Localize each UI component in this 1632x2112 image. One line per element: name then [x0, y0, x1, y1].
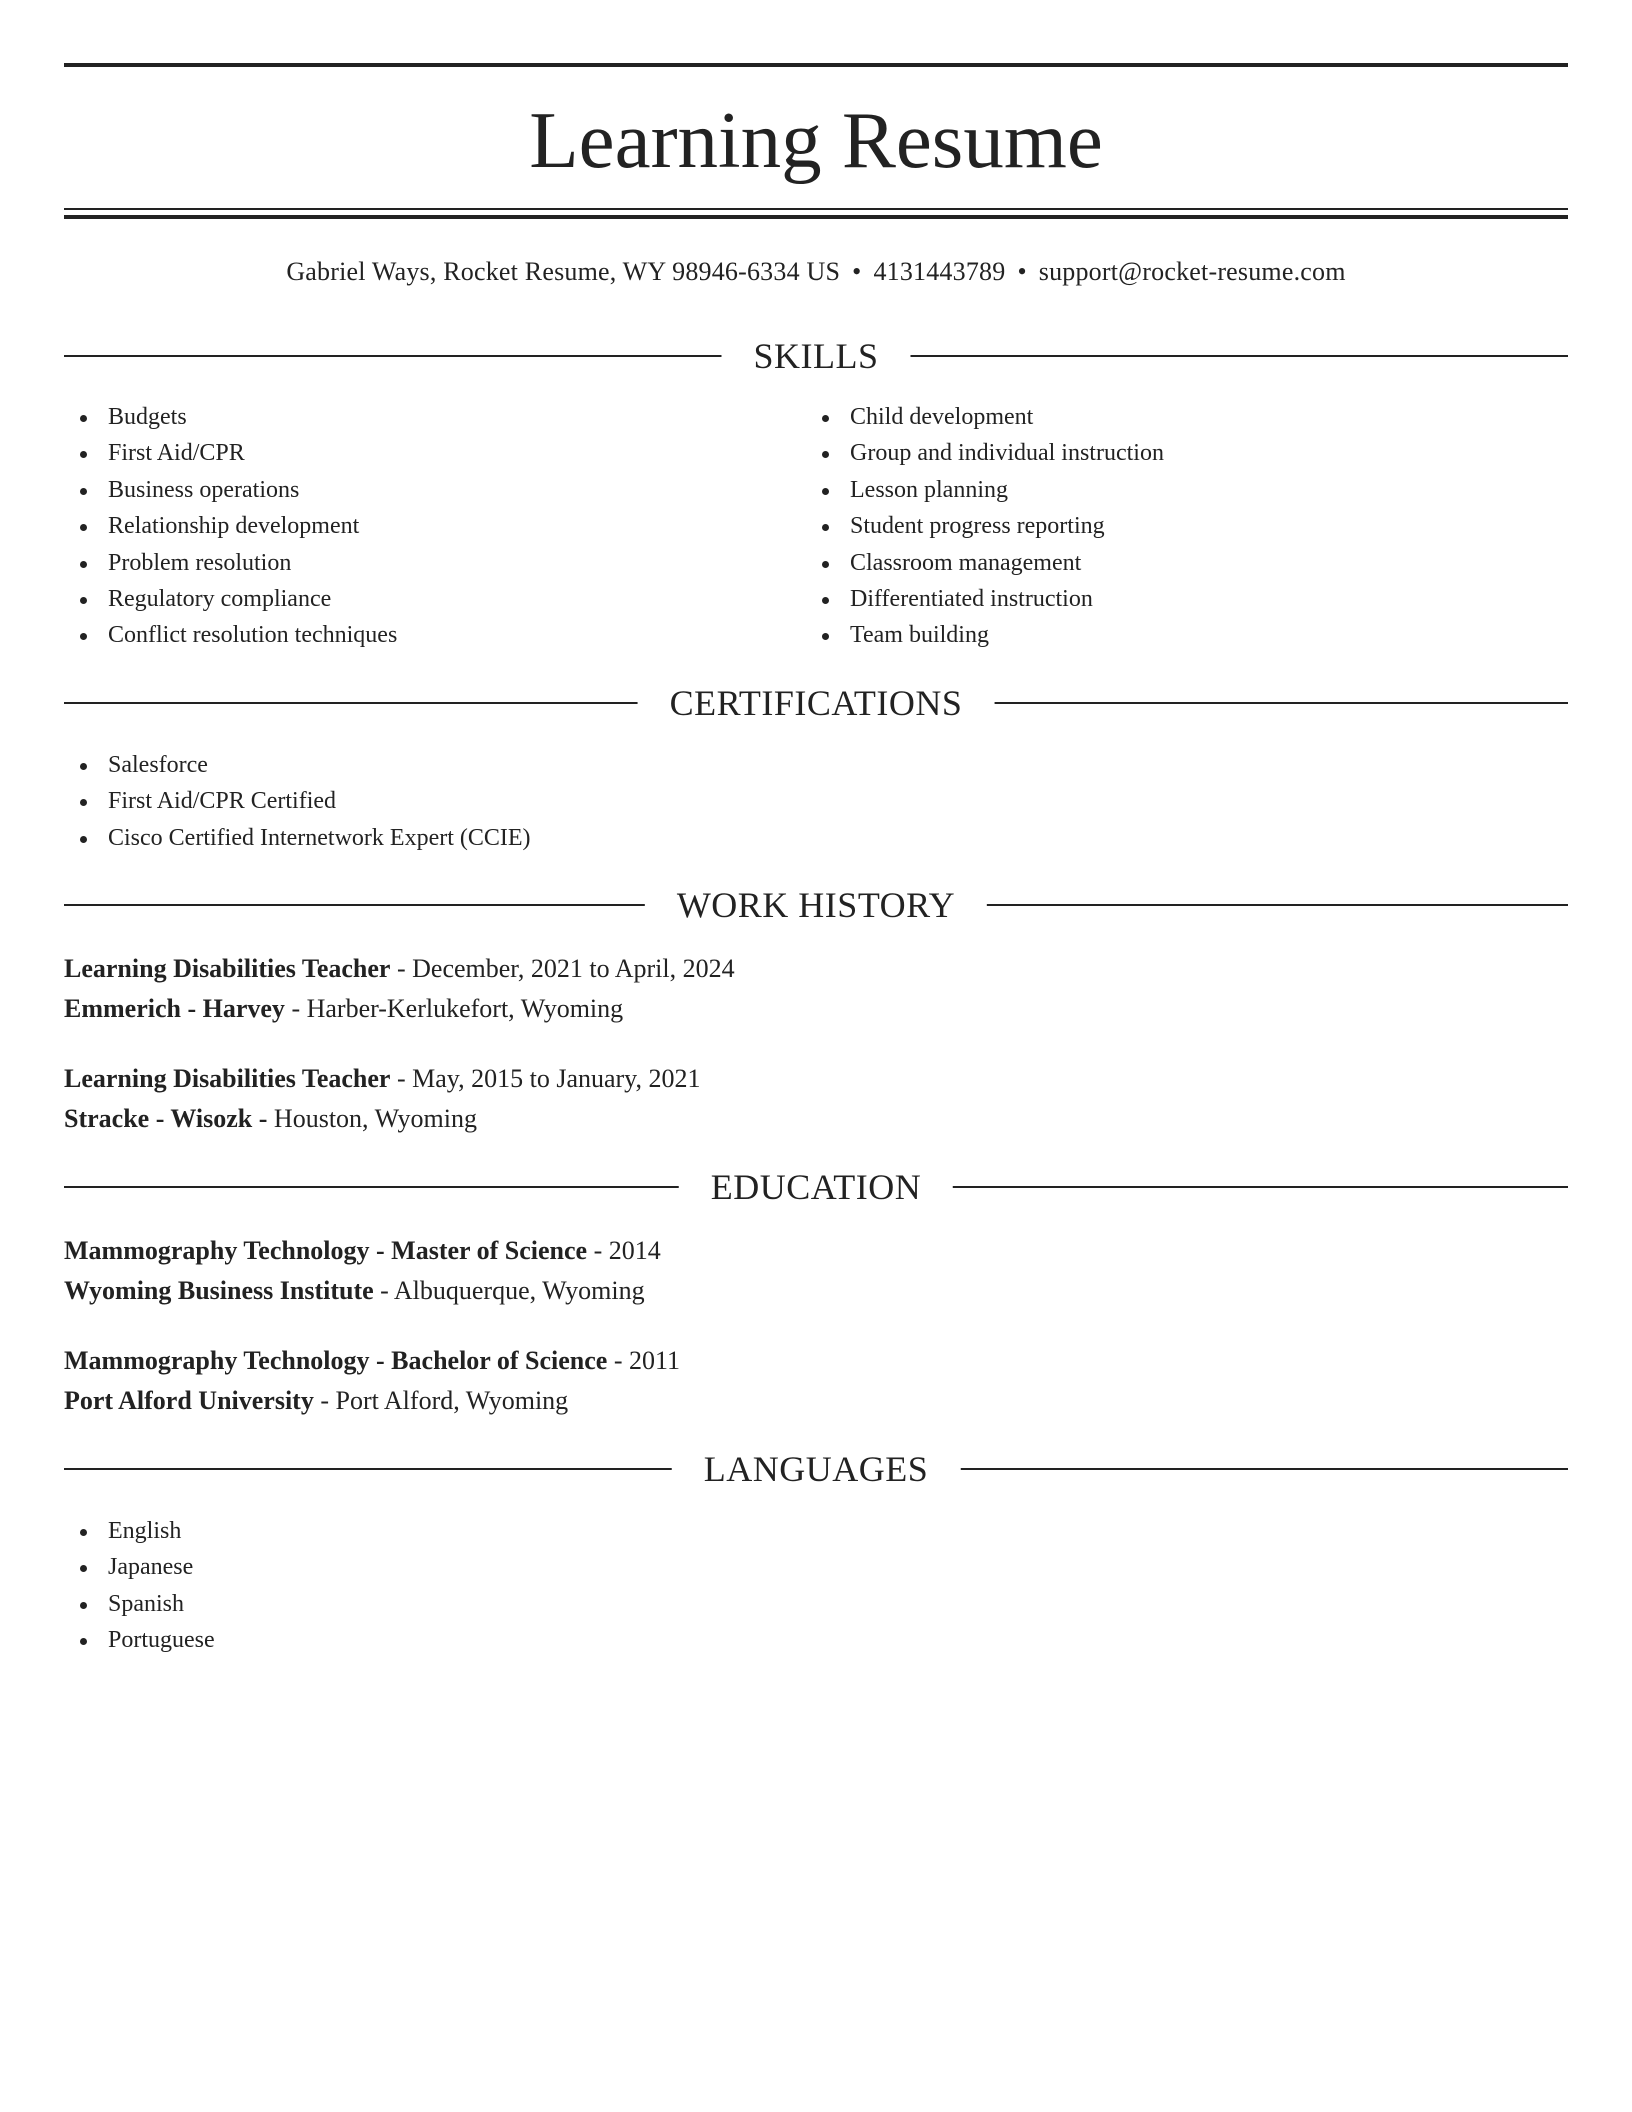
top-rule: [64, 63, 1568, 67]
resume-title: Learning Resume: [529, 95, 1103, 185]
education-school: Wyoming Business Institute: [64, 1276, 374, 1305]
skill-item: Business operations: [64, 472, 397, 508]
language-item: Portuguese: [64, 1622, 215, 1658]
language-item: Spanish: [64, 1586, 215, 1622]
job-employer: Emmerich - Harvey: [64, 994, 285, 1023]
contact-separator: •: [1017, 257, 1027, 286]
skill-item: Relationship development: [64, 508, 397, 544]
contact-address: Gabriel Ways, Rocket Resume, WY 98946-6334 US: [286, 257, 841, 286]
certifications-list: [64, 747, 531, 856]
education-degree: Mammography Technology - Bachelor of Science: [64, 1346, 608, 1375]
education-year: - 2014: [587, 1236, 661, 1265]
skill-item: Conflict resolution techniques: [64, 617, 397, 653]
education-location: - Albuquerque, Wyoming: [373, 1276, 645, 1305]
certifications-heading-label: CERTIFICATIONS: [638, 681, 995, 725]
certification-item: Salesforce: [64, 747, 531, 783]
languages-heading-label: LANGUAGES: [672, 1447, 961, 1491]
skill-item: Differentiated instruction: [806, 581, 1164, 617]
contact-separator: •: [852, 257, 862, 286]
skills-list-right: [806, 399, 1164, 654]
skills-heading: [64, 334, 1568, 378]
certifications-heading: [64, 681, 1568, 725]
skill-item: First Aid/CPR: [64, 435, 397, 471]
education-heading: [64, 1165, 1568, 1209]
job-title: Learning Disabilities Teacher: [64, 954, 391, 983]
contact-phone: 4131443789: [873, 257, 1006, 286]
certification-item: First Aid/CPR Certified: [64, 783, 531, 819]
languages-list: [64, 1513, 215, 1659]
languages-heading: [64, 1447, 1568, 1491]
job-dates: - December, 2021 to April, 2024: [390, 954, 735, 983]
contact-email: support@rocket-resume.com: [1038, 257, 1346, 286]
skills-list-left: [64, 399, 397, 654]
education-heading-label: EDUCATION: [679, 1165, 953, 1209]
skill-item: Lesson planning: [806, 472, 1164, 508]
work-entry-employer-line: [64, 1099, 477, 1139]
education-school: Port Alford University: [64, 1386, 314, 1415]
education-entry-degree-line: [64, 1341, 680, 1381]
certification-item: Cisco Certified Internetwork Expert (CCIE): [64, 820, 531, 856]
language-item: Japanese: [64, 1549, 215, 1585]
contact-line: [64, 254, 1568, 290]
education-degree: Mammography Technology - Master of Science: [64, 1236, 588, 1265]
job-location: - Harber-Kerlukefort, Wyoming: [284, 994, 624, 1023]
skill-item: Team building: [806, 617, 1164, 653]
education-location: - Port Alford, Wyoming: [313, 1386, 569, 1415]
work-history-heading-label: WORK HISTORY: [645, 883, 987, 927]
skill-item: Budgets: [64, 399, 397, 435]
job-location: Houston, Wyoming: [267, 1104, 477, 1133]
education-entry-degree-line: [64, 1231, 661, 1271]
job-title: Learning Disabilities Teacher: [64, 1064, 391, 1093]
skill-item: Problem resolution: [64, 545, 397, 581]
education-year: - 2011: [607, 1346, 681, 1375]
work-entry-employer-line: [64, 989, 623, 1029]
skills-heading-label: SKILLS: [721, 334, 910, 378]
education-entry-school-line: [64, 1271, 645, 1311]
work-entry-title-line: [64, 949, 735, 989]
skill-item: Child development: [806, 399, 1164, 435]
title-rule-thin: [64, 208, 1568, 210]
job-employer: Stracke - Wisozk -: [64, 1104, 268, 1133]
title-rule-thick: [64, 215, 1568, 219]
work-entry-title-line: [64, 1059, 701, 1099]
skill-item: Student progress reporting: [806, 508, 1164, 544]
skill-item: Group and individual instruction: [806, 435, 1164, 471]
education-entry-school-line: [64, 1381, 568, 1421]
job-dates: - May, 2015 to January, 2021: [390, 1064, 701, 1093]
language-item: English: [64, 1513, 215, 1549]
skill-item: Regulatory compliance: [64, 581, 397, 617]
skill-item: Classroom management: [806, 545, 1164, 581]
work-history-heading: [64, 883, 1568, 927]
